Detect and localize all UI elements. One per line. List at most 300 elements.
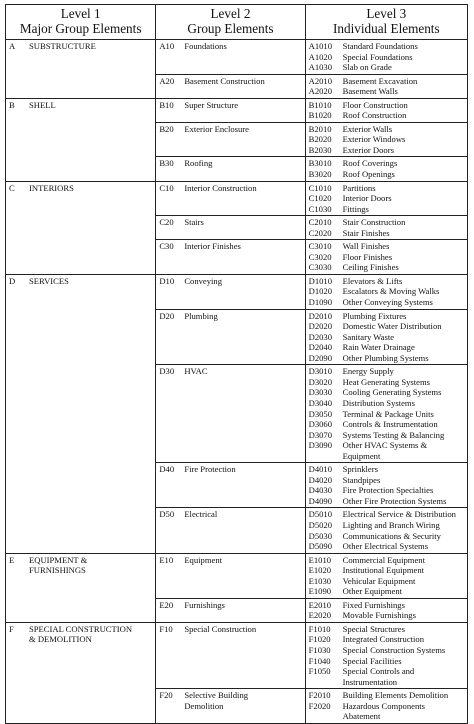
group-element-title: Plumbing: [184, 310, 218, 321]
group-element-title: Fire Protection: [184, 464, 236, 475]
individual-element: [309, 701, 464, 712]
group-element-line: [159, 701, 301, 712]
group-element-title: Interior Finishes: [184, 241, 241, 252]
major-group-title: FURNISHINGS: [29, 565, 86, 576]
group-element-cell: [156, 598, 305, 622]
group-element-code: F10: [159, 623, 173, 634]
individual-element-code: A1010: [308, 41, 333, 51]
major-group-line: [9, 555, 152, 566]
individual-element-name: Equipment: [342, 450, 381, 461]
individual-element: [309, 464, 464, 475]
individual-element-code: [309, 711, 343, 722]
group-element-line: [159, 183, 301, 194]
group-element-cell: [156, 622, 305, 688]
group-element-cell: [156, 689, 305, 724]
group-element-title: Furnishings: [184, 599, 225, 610]
individual-element-name: Stair Finishes: [342, 227, 390, 238]
group-element-line: [159, 276, 301, 287]
individual-element-code: B1010: [308, 99, 332, 110]
individual-element-code: F1010: [308, 623, 331, 634]
individual-element-name: Terminal & Package Units: [342, 408, 434, 419]
group-element-line: [159, 217, 301, 228]
group-element-title: Roofing: [184, 158, 213, 169]
individual-element-name: Movable Furnishings: [342, 610, 416, 621]
individual-element: [309, 409, 464, 420]
individual-element: [309, 366, 464, 377]
individual-element-code: F1040: [308, 655, 331, 666]
individual-element: [309, 576, 464, 587]
individual-element-name: Exterior Doors: [342, 144, 394, 155]
individual-element-code: D3020: [308, 376, 333, 387]
group-element-line: [159, 158, 301, 169]
group-element-title: Exterior Enclosure: [184, 123, 249, 134]
individual-element-code: [309, 677, 343, 688]
major-group-code: C: [9, 182, 15, 193]
individual-element-name: Building Elements Demolition: [342, 690, 449, 701]
group-element-code: C30: [159, 241, 174, 252]
major-group-line: [9, 100, 152, 111]
individual-element: [309, 297, 464, 308]
individual-elements-cell: [305, 622, 467, 688]
group-element-line: [159, 76, 301, 87]
header-level-3-subtitle: Individual Elements: [333, 21, 440, 36]
major-group-cell: [6, 274, 156, 553]
individual-element-code: D4030: [308, 485, 333, 496]
group-element-cell: [156, 98, 305, 122]
individual-element-name: Distribution Systems: [342, 397, 415, 408]
individual-element: [309, 110, 464, 121]
major-group-title: EQUIPMENT &: [29, 554, 88, 565]
individual-element-name: Exterior Walls: [342, 123, 393, 134]
individual-element-name: Ceiling Finishes: [342, 262, 399, 273]
individual-element: [309, 86, 464, 97]
group-element-cell: [156, 181, 305, 216]
major-group-title: INTERIORS: [29, 182, 74, 193]
individual-element: [309, 204, 464, 215]
individual-element-code: D3060: [308, 419, 333, 430]
individual-element-name: Special Structures: [342, 623, 405, 634]
individual-element: [309, 52, 464, 63]
individual-element: [309, 656, 464, 667]
individual-element-code: D4090: [308, 495, 333, 506]
major-group-line: [9, 634, 152, 645]
group-element-title: Demolition: [184, 700, 224, 711]
individual-element-code: D5030: [308, 530, 333, 541]
header-level-3-title: Level 3: [366, 6, 407, 21]
individual-element-name: Fire Protection Specialties: [342, 485, 434, 496]
individual-element-code: D1090: [308, 297, 333, 308]
group-element-code: [159, 701, 184, 712]
individual-element: [309, 158, 464, 169]
individual-elements-cell: [305, 40, 467, 75]
individual-element-name: Commercial Equipment: [342, 554, 425, 565]
group-element-title: Conveying: [184, 275, 223, 286]
group-element-title: Equipment: [184, 554, 223, 565]
major-group-code: [9, 634, 29, 645]
individual-element-name: Abatement: [342, 711, 381, 722]
table-body: [6, 40, 468, 724]
major-group-cell: [6, 181, 156, 274]
individual-element-code: F1050: [308, 666, 331, 677]
group-element-code: C10: [159, 182, 174, 193]
individual-element-name: Institutional Equipment: [342, 565, 425, 576]
individual-element: [309, 531, 464, 542]
individual-element: [309, 496, 464, 507]
individual-element: [309, 169, 464, 180]
major-group-line: [9, 41, 152, 52]
individual-element: [309, 134, 464, 145]
individual-element-code: D3030: [308, 387, 333, 398]
individual-element-code: B2010: [308, 123, 332, 134]
individual-element: [309, 398, 464, 409]
major-group-title: SUBSTRUCTURE: [29, 41, 96, 51]
major-group-title: & DEMOLITION: [29, 634, 92, 645]
individual-element: [309, 586, 464, 597]
individual-element-name: Sprinklers: [342, 464, 378, 475]
individual-element: [309, 377, 464, 388]
group-element-code: A20: [159, 75, 175, 86]
major-group-line: [9, 276, 152, 287]
individual-element-code: C3010: [308, 241, 332, 252]
group-element-title: Super Structure: [184, 99, 239, 110]
individual-element-code: C2010: [308, 217, 332, 228]
individual-element-code: C1020: [308, 193, 332, 204]
individual-element: [309, 183, 464, 194]
individual-element-name: Heat Generating Systems: [342, 376, 430, 387]
individual-element-code: D3090: [308, 440, 333, 451]
individual-element-code: C2020: [308, 227, 332, 238]
group-element-title: Basement Construction: [184, 75, 265, 86]
group-element-line: [159, 124, 301, 135]
table-row: [6, 40, 468, 75]
individual-elements-cell: [305, 309, 467, 365]
group-element-line: [159, 366, 301, 377]
individual-element-code: D3070: [308, 429, 333, 440]
individual-element: [309, 475, 464, 486]
group-element-cell: [156, 274, 305, 309]
individual-element-name: Escalators & Moving Walks: [342, 286, 440, 297]
individual-element: [309, 555, 464, 566]
individual-element: [309, 276, 464, 287]
group-element-code: E10: [159, 554, 174, 565]
header-level-2: [156, 5, 305, 40]
individual-element-name: Energy Supply: [342, 366, 394, 377]
individual-element-code: E2010: [308, 599, 332, 610]
individual-element-code: A2010: [308, 75, 333, 86]
group-element-title: Special Construction: [184, 623, 257, 634]
group-element-cell: [156, 508, 305, 553]
individual-element-code: D2040: [308, 342, 333, 353]
individual-element-name: Partitions: [342, 182, 376, 193]
individual-element-code: D2030: [308, 331, 333, 342]
individual-elements-cell: [305, 689, 467, 724]
group-element-line: [159, 100, 301, 111]
major-group-cell: [6, 98, 156, 181]
individual-element-code: A1030: [308, 62, 333, 73]
individual-element-name: Special Construction Systems: [342, 644, 446, 655]
major-group-line: [9, 183, 152, 194]
individual-element-code: D1010: [308, 275, 333, 286]
individual-element: [309, 711, 464, 722]
individual-element-name: Special Facilities: [342, 655, 402, 666]
group-element-cell: [156, 553, 305, 598]
group-element-title: Selective Building: [184, 690, 249, 701]
group-element-line: [159, 311, 301, 322]
header-row: [6, 5, 468, 40]
individual-element-name: Other HVAC Systems &: [342, 440, 428, 451]
individual-element-code: D3050: [308, 408, 333, 419]
group-element-cell: [156, 309, 305, 365]
individual-element: [309, 430, 464, 441]
individual-element: [309, 100, 464, 111]
individual-elements-cell: [305, 74, 467, 98]
major-group-cell: [6, 553, 156, 622]
individual-element-name: Systems Testing & Balancing: [342, 429, 445, 440]
individual-element-code: D1020: [308, 286, 333, 297]
header-level-1-subtitle: Major Group Elements: [19, 21, 142, 36]
header-level-1-title: Level 1: [60, 6, 101, 21]
individual-element-name: Hazardous Components: [342, 700, 425, 711]
individual-element-code: D3010: [308, 366, 333, 377]
individual-element: [309, 485, 464, 496]
individual-element: [309, 509, 464, 520]
individual-element-name: Other Equipment: [342, 586, 403, 597]
individual-element-name: Floor Finishes: [342, 251, 393, 262]
individual-element-code: D2090: [308, 352, 333, 363]
individual-element-name: Wall Finishes: [342, 241, 390, 252]
individual-element: [309, 520, 464, 531]
individual-element-name: Special Controls and: [342, 666, 415, 677]
individual-element: [309, 41, 464, 52]
group-element-code: D30: [159, 366, 175, 377]
individual-element-name: Lighting and Branch Wiring: [342, 519, 440, 530]
group-element-code: F20: [159, 690, 173, 701]
individual-element: [309, 645, 464, 656]
individual-element-code: B2030: [308, 144, 332, 155]
individual-element: [309, 565, 464, 576]
individual-element: [309, 600, 464, 611]
major-group-code: A: [9, 41, 16, 51]
major-group-line: [9, 565, 152, 576]
individual-element-name: Other Plumbing Systems: [342, 352, 429, 363]
individual-element-name: Standard Foundations: [342, 41, 418, 51]
individual-elements-cell: [305, 216, 467, 240]
individual-element-name: Sanitary Waste: [342, 331, 395, 342]
individual-elements-cell: [305, 181, 467, 216]
individual-element-name: Rain Water Drainage: [342, 342, 415, 353]
individual-element: [309, 286, 464, 297]
individual-element-name: Interior Doors: [342, 193, 392, 204]
individual-element: [309, 440, 464, 451]
individual-element-code: E1090: [308, 586, 332, 597]
group-element-code: B10: [159, 99, 174, 110]
individual-element-code: D3040: [308, 397, 333, 408]
header-level-1: [6, 5, 156, 40]
individual-element: [309, 677, 464, 688]
individual-element-name: Other Fire Protection Systems: [342, 495, 447, 506]
individual-element-code: B3020: [308, 169, 332, 180]
uniformat-classification-table: [5, 4, 468, 724]
table-row: [6, 622, 468, 688]
individual-element-name: Electrical Service & Distribution: [342, 509, 456, 520]
individual-element-code: C3020: [308, 251, 332, 262]
individual-element: [309, 311, 464, 322]
individual-element-name: Other Electrical Systems: [342, 541, 429, 552]
individual-element: [309, 241, 464, 252]
table-row: [6, 274, 468, 309]
group-element-line: [159, 509, 301, 520]
individual-elements-cell: [305, 157, 467, 181]
individual-element-code: A1020: [308, 51, 333, 62]
individual-element-code: F2010: [308, 690, 331, 701]
individual-element: [309, 262, 464, 273]
individual-element-code: C1010: [308, 182, 332, 193]
individual-element-code: [309, 451, 343, 462]
individual-element-code: D5020: [308, 519, 333, 530]
individual-element-name: Fittings: [342, 203, 369, 214]
individual-elements-cell: [305, 122, 467, 157]
major-group-title: SPECIAL CONSTRUCTION: [29, 623, 133, 634]
individual-element-code: F2020: [308, 700, 331, 711]
individual-element: [309, 252, 464, 263]
individual-element-name: Stair Construction: [342, 217, 406, 228]
individual-element-code: C1030: [308, 203, 332, 214]
individual-element: [309, 690, 464, 701]
group-element-cell: [156, 240, 305, 275]
table-row: [6, 553, 468, 598]
table-row: [6, 98, 468, 122]
individual-element-name: Cooling Generating Systems: [342, 387, 442, 398]
individual-element: [309, 624, 464, 635]
group-element-cell: [156, 365, 305, 463]
individual-element: [309, 610, 464, 621]
group-element-code: D50: [159, 509, 175, 520]
individual-element-code: A2020: [308, 86, 333, 97]
individual-element: [309, 541, 464, 552]
major-group-title: SERVICES: [29, 275, 69, 286]
table-row: [6, 181, 468, 216]
individual-element-name: Roof Openings: [342, 169, 395, 180]
individual-elements-cell: [305, 365, 467, 463]
individual-element-name: Communications & Security: [342, 530, 441, 541]
header-level-3: [305, 5, 467, 40]
major-group-title: SHELL: [29, 99, 56, 110]
individual-element: [309, 145, 464, 156]
major-group-cell: [6, 40, 156, 99]
individual-elements-cell: [305, 98, 467, 122]
individual-element-code: D4010: [308, 464, 333, 475]
major-group-code: D: [9, 275, 16, 286]
individual-elements-cell: [305, 463, 467, 508]
group-element-code: D10: [159, 275, 175, 286]
individual-element-code: C3030: [308, 262, 332, 273]
individual-element: [309, 321, 464, 332]
individual-element-name: Roof Coverings: [342, 158, 398, 169]
individual-element-name: Domestic Water Distribution: [342, 321, 442, 332]
group-element-code: D40: [159, 464, 175, 475]
individual-element-name: Slab on Grade: [342, 62, 392, 73]
group-element-cell: [156, 122, 305, 157]
group-element-title: Stairs: [184, 217, 204, 228]
individual-element-code: F1020: [308, 634, 331, 645]
individual-element-code: D5090: [308, 541, 333, 552]
individual-element-code: B2020: [308, 134, 332, 145]
individual-element-name: Fixed Furnishings: [342, 599, 405, 610]
individual-element: [309, 124, 464, 135]
group-element-cell: [156, 216, 305, 240]
individual-elements-cell: [305, 508, 467, 553]
individual-element: [309, 353, 464, 364]
individual-element-code: D5010: [308, 509, 333, 520]
individual-elements-cell: [305, 553, 467, 598]
individual-element-name: Integrated Construction: [342, 634, 425, 645]
group-element-title: Electrical: [184, 509, 218, 520]
individual-element-code: D2020: [308, 321, 333, 332]
individual-elements-cell: [305, 274, 467, 309]
individual-element: [309, 62, 464, 73]
group-element-cell: [156, 40, 305, 75]
individual-element-code: D4020: [308, 474, 333, 485]
individual-element-code: E1010: [308, 554, 332, 565]
group-element-code: A10: [159, 41, 175, 51]
individual-element-name: Floor Construction: [342, 99, 408, 110]
individual-element: [309, 193, 464, 204]
individual-element-name: Basement Walls: [342, 86, 398, 97]
individual-element-name: Plumbing Fixtures: [342, 310, 407, 321]
group-element-code: B20: [159, 123, 174, 134]
individual-element-name: Controls & Instrumentation: [342, 419, 438, 430]
group-element-line: [159, 41, 301, 52]
individual-element-code: E1020: [308, 565, 332, 576]
group-element-code: C20: [159, 217, 174, 228]
individual-element-name: Basement Excavation: [342, 75, 418, 86]
major-group-code: B: [9, 99, 15, 110]
group-element-line: [159, 600, 301, 611]
individual-element-name: Other Conveying Systems: [342, 297, 433, 308]
individual-element-code: E2020: [308, 610, 332, 621]
individual-element: [309, 634, 464, 645]
individual-element: [309, 387, 464, 398]
individual-element: [309, 419, 464, 430]
group-element-line: [159, 690, 301, 701]
individual-element: [309, 666, 464, 677]
individual-elements-cell: [305, 240, 467, 275]
group-element-cell: [156, 74, 305, 98]
individual-element-name: Special Foundations: [342, 51, 413, 62]
group-element-line: [159, 464, 301, 475]
individual-element: [309, 451, 464, 462]
group-element-line: [159, 624, 301, 635]
individual-element: [309, 228, 464, 239]
group-element-line: [159, 555, 301, 566]
individual-element-code: E1030: [308, 575, 332, 586]
group-element-cell: [156, 157, 305, 181]
individual-element: [309, 76, 464, 87]
header-level-2-title: Level 2: [210, 6, 251, 21]
individual-element: [309, 217, 464, 228]
major-group-code: E: [9, 554, 15, 565]
individual-element-name: Standpipes: [342, 474, 381, 485]
individual-element: [309, 342, 464, 353]
individual-element: [309, 332, 464, 343]
group-element-code: B30: [159, 158, 174, 169]
individual-element-name: Vehicular Equipment: [342, 575, 416, 586]
major-group-code: [9, 565, 29, 576]
individual-element-name: Exterior Windows: [342, 134, 406, 145]
individual-elements-cell: [305, 598, 467, 622]
individual-element-code: B1020: [308, 110, 332, 121]
group-element-title: HVAC: [184, 366, 208, 377]
